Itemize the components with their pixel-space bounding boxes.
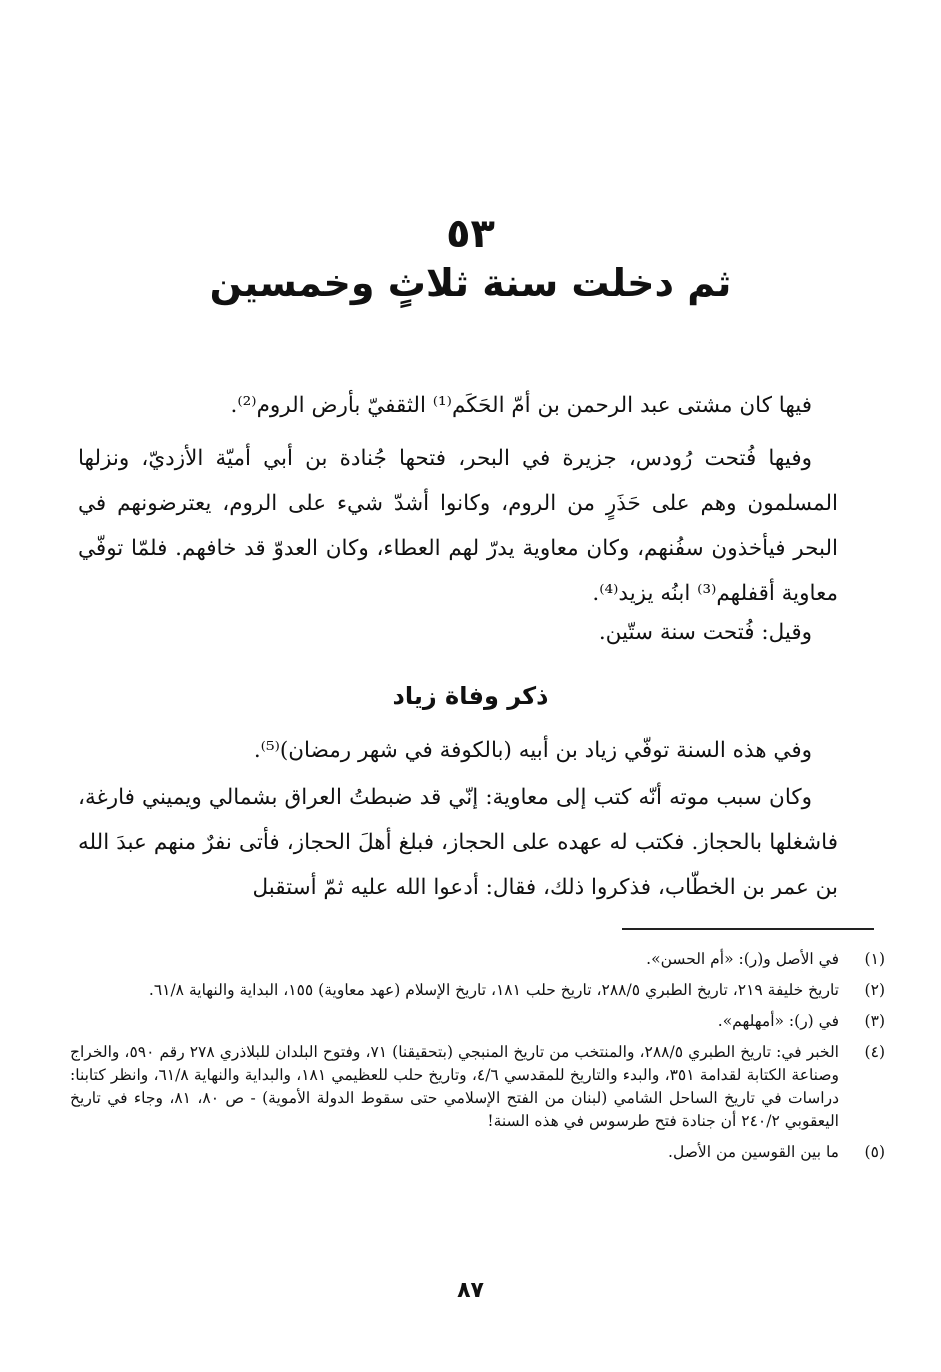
year-number: ٥٣: [446, 211, 495, 257]
footnote-item: [70, 1141, 885, 1164]
footnote-number: (٤): [864, 1043, 885, 1061]
footnote-number: (٣): [864, 1012, 885, 1030]
footnote-number: (٥): [864, 1143, 885, 1161]
footnote-text: الخبر في: تاريخ الطبري ٢٨٨/٥، والمنتخب من تاريخ المنبجي (بتحقيقنا) ٧١، وفتوح البلدان للبلاذري ٢٧٨ رقم ٥٩٠، والخراج وصناعة الكتابة لقدامة ٣٥١، والبدء والتاريخ للمقدسي ٤/٦، وتاريخ حلب للعظيمي ١٨١، والبداية والنهاية ٦١/٨، وانظر كتابنا: دراسات في تاريخ الساحل الشامي (لبنان من الفتح الإسلامي حتى سقوط الدولة الأموية) - ص ٨٠، ٨١، وجاء في تاريخ اليعقوبي ٢٤٠/٢ أن جنادة فتح طرسوس في هذه السنة!: [70, 1043, 839, 1130]
footnote-item: [70, 1041, 885, 1133]
footnote-item: [70, 948, 885, 971]
footnote-text: في (ر): «أمهلهم».: [717, 1012, 839, 1030]
footnote-text: تاريخ خليفة ٢١٩، تاريخ الطبري ٢٨٨/٥، تاريخ حلب ١٨١، تاريخ الإسلام (عهد معاوية) ١٥٥، البداية والنهاية ٦١/٨.: [148, 981, 839, 999]
footnote-item: [70, 1010, 885, 1033]
paragraph-3: وقيل: فُتحت سنة ستّين.: [598, 620, 812, 645]
paragraph-4: وفي هذه السنة توفّي زياد بن أبيه (بالكوفة في شهر رمضان)⁽⁵⁾.: [253, 738, 812, 763]
footnote-number: (٢): [864, 981, 885, 999]
page-number: ٨٧: [457, 1278, 484, 1303]
footnote-separator: [622, 928, 874, 930]
paragraph-5: وكان سبب موته أنّه كتب إلى معاوية: إنّي قد ضبطتُ العراق بشمالي ويميني فارغة، فاشغلها بالحجاز. فكتب له عهده على الحجاز، فبلغ أهلَ الحجاز، فأتى نفرٌ منهم عبدَ الله بن عمر بن الخطّاب، فذكروا ذلك، فقال: أدعوا الله عليه ثمّ أستقبل: [78, 785, 838, 900]
footnote-item: [70, 979, 885, 1002]
chapter-title: ثم دخلت سنة ثلاثٍ وخمسين: [209, 261, 732, 305]
paragraph-2: وفيها فُتحت رُودس، جزيرة في البحر، فتحها جُنادة بن أبي أميّة الأزديّ، ونزلها المسلمون وهم على حَذَرٍ من الروم، وكانوا أشدّ شيء على الروم، يعترضونهم في البحر فيأخذون سفُنهم، وكان معاوية يدرّ لهم العطاء، وكان العدوّ قد خافهم. فلمّا توفّي معاوية أقفلهم⁽³⁾ ابنُه يزيد⁽⁴⁾.: [78, 446, 838, 606]
footnote-text: في الأصل و(ر): «أم الحسن».: [646, 950, 839, 968]
footnote-number: (١): [864, 950, 885, 968]
paragraph-1: فيها كان مشتى عبد الرحمن بن أمّ الحَكَم⁽¹⁾ الثقفيّ بأرض الروم⁽²⁾.: [230, 393, 812, 418]
footnote-text: ما بين القوسين من الأصل.: [668, 1143, 839, 1161]
section-heading: ذكر وفاة زياد: [392, 682, 549, 710]
footnotes: [70, 948, 885, 1172]
